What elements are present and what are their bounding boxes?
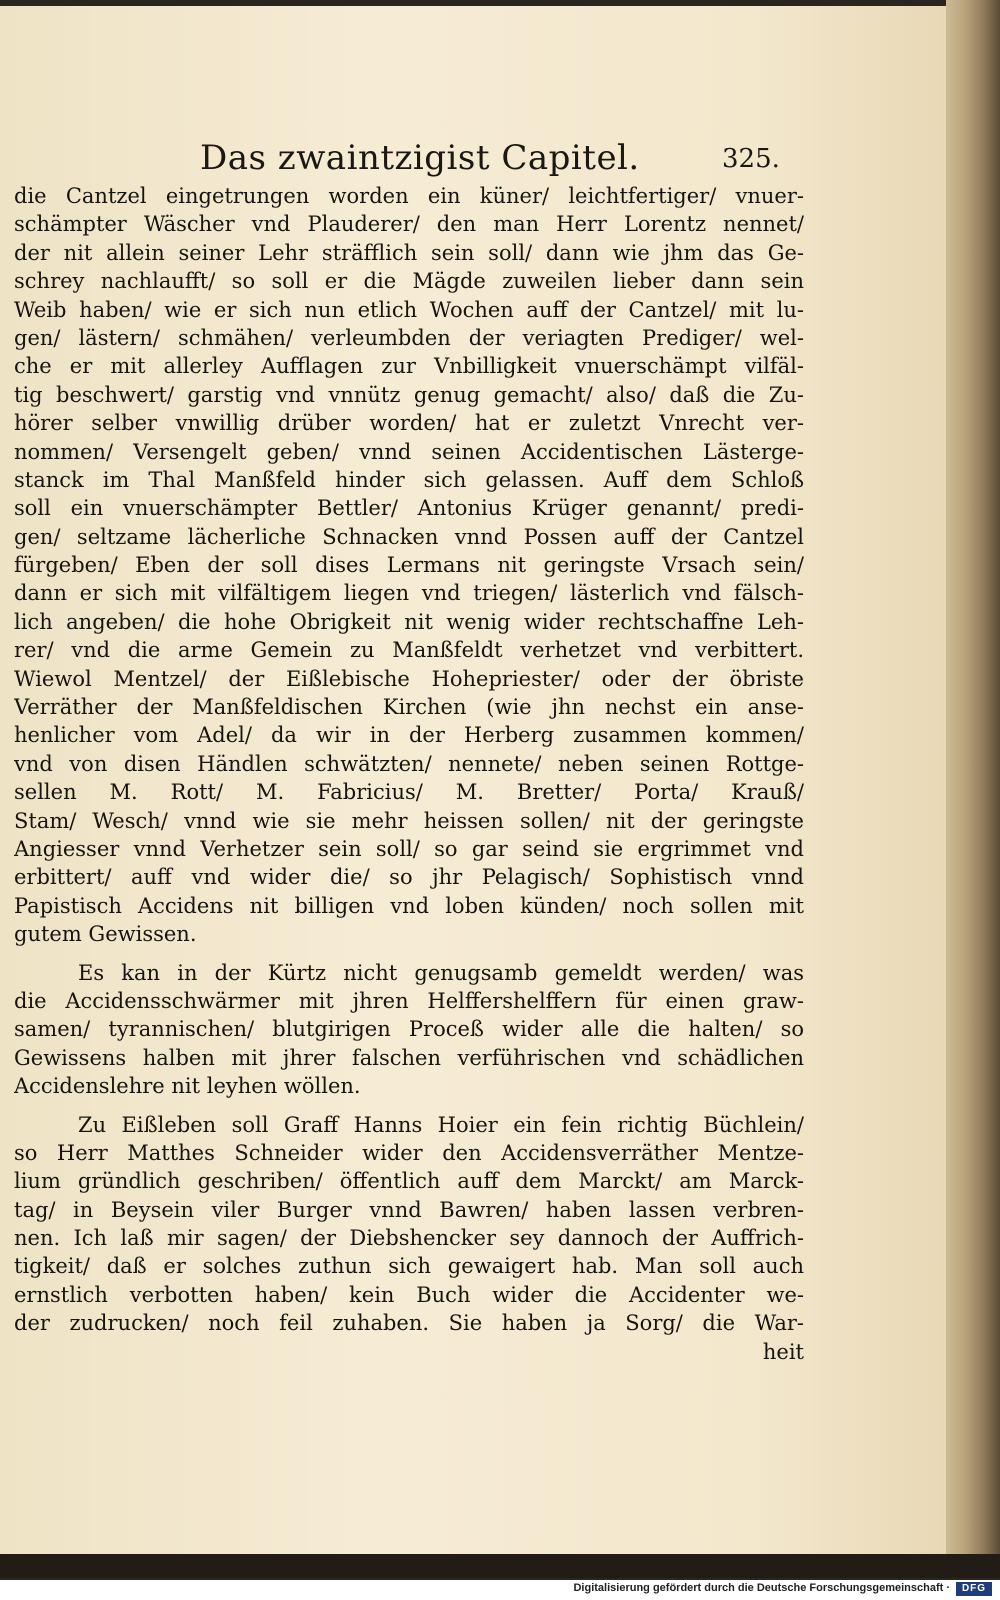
text-line: der zudrucken/ noch feil zuhaben. Sie haben ja Sorg/ die War- bbox=[14, 1311, 804, 1336]
text-line: gutem Gewissen. bbox=[14, 922, 197, 947]
text-line: schrey nachlaufft/ so soll er die Mägde zuweilen lieber dann sein bbox=[14, 269, 804, 294]
book-page bbox=[0, 6, 948, 1554]
text-line: gen/ seltzame lächerliche Schnacken vnnd Possen auff der Cantzel bbox=[14, 524, 804, 549]
text-line: Papistisch Accidens nit billigen vnd loben künden/ noch sollen mit bbox=[14, 893, 804, 918]
text-line: Stam/ Wesch/ vnnd wie sie mehr heissen sollen/ nit der geringste bbox=[14, 808, 804, 833]
scan-background bbox=[0, 1554, 1000, 1578]
text-line: soll ein vnuerschämpter Bettler/ Antonius Krüger genannt/ predi- bbox=[14, 496, 804, 521]
text-line: tigkeit/ daß er solches zuthun sich gewaigert hab. Man soll auch bbox=[14, 1254, 804, 1279]
text-line: stanck im Thal Manßfeld hinder sich gelassen. Auff dem Schloß bbox=[14, 467, 804, 492]
body-text bbox=[14, 182, 804, 1366]
text-line: erbittert/ auff vnd wider die/ so jhr Pelagisch/ Sophistisch vnnd bbox=[14, 865, 804, 890]
paragraph-gap bbox=[14, 949, 804, 959]
text-line: Zu Eißleben soll Graff Hanns Hoier ein fein richtig Büchlein/ bbox=[78, 1112, 804, 1137]
text-line: hörer selber vnwillig drüber worden/ hat er zuletzt Vnrecht ver- bbox=[14, 411, 804, 436]
text-line: samen/ tyrannischen/ blutgirigen Proceß wider alle die halten/ so bbox=[14, 1017, 804, 1042]
text-line: lich angeben/ die hohe Obrigkeit nit wenig wider rechtschaffne Leh- bbox=[14, 609, 804, 634]
text-line: rer/ vnd die arme Gemein zu Manßfeldt verhetzet vnd verbittert. bbox=[14, 638, 804, 663]
text-line: Es kan in der Kürtz nicht genugsamb gemeldt werden/ was bbox=[78, 960, 804, 985]
page-number: 325. bbox=[722, 144, 780, 174]
text-line: der nit allein seiner Lehr sträfflich sein soll/ dann wie jhm das Ge- bbox=[14, 240, 804, 265]
text-line: che er mit allerley Aufflagen zur Vnbilligkeit vnuerschämpt vilfäl- bbox=[14, 354, 804, 379]
text-line: nen. Ich laß mir sagen/ der Diebshencker sey dannoch der Auffrich- bbox=[14, 1226, 804, 1251]
running-head bbox=[200, 138, 780, 182]
text-line: Weib haben/ wie er sich nun etlich Wochen auff der Cantzel/ mit lu- bbox=[14, 297, 804, 322]
text-line: dann er sich mit vilfältigem liegen vnd triegen/ lästerlich vnd fälsch- bbox=[14, 581, 804, 606]
text-line: die Cantzel eingetrungen worden ein küner/ leichtfertiger/ vnuer- bbox=[14, 184, 804, 208]
text-line: vnd von disen Händlen schwätzten/ nennete/ neben seinen Rottge- bbox=[14, 751, 804, 776]
text-line: tag/ in Beysein viler Burger vnnd Bawren/ haben lassen verbren- bbox=[14, 1197, 804, 1222]
text-line: henlicher vom Adel/ da wir in der Herberg zusammen kommen/ bbox=[14, 723, 804, 748]
funding-credit: Digitalisierung gefördert durch die Deutsche Forschungsgemeinschaft · bbox=[573, 1582, 950, 1594]
text-line: Accidenslehre nit leyhen wöllen. bbox=[14, 1074, 361, 1099]
page-edge-shadow bbox=[946, 0, 1000, 1554]
text-line: Angiesser vnnd Verhetzer sein soll/ so gar seind sie ergrimmet vnd bbox=[14, 836, 804, 861]
text-line: die Accidensschwärmer mit jhren Helffershelffern für einen graw- bbox=[14, 988, 804, 1013]
paragraph-gap bbox=[14, 1101, 804, 1111]
text-line: sellen M. Rott/ M. Fabricius/ M. Bretter/ Porta/ Krauß/ bbox=[14, 780, 804, 805]
dfg-logo: DFG bbox=[956, 1582, 992, 1596]
text-line: schämpter Wäscher vnd Plauderer/ den man Herr Lorentz nennet/ bbox=[14, 212, 804, 237]
text-line: Gewissens halben mit jhrer falschen verführischen vnd schädlichen bbox=[14, 1045, 804, 1070]
text-line: gen/ lästern/ schmähen/ verleumbden der veriagten Prediger/ wel- bbox=[14, 325, 804, 350]
text-line: nommen/ Versengelt geben/ vnnd seinen Accidentischen Lästerge- bbox=[14, 439, 804, 464]
text-line: ernstlich verbotten haben/ kein Buch wider die Accidenter we- bbox=[14, 1282, 804, 1307]
text-line: fürgeben/ Eben der soll dises Lermans nit geringste Vrsach sein/ bbox=[14, 553, 804, 578]
text-line: Wiewol Mentzel/ der Eißlebische Hohepriester/ oder der öbriste bbox=[14, 666, 804, 691]
catchword: heit bbox=[762, 1339, 804, 1364]
text-line: Verräther der Manßfeldischen Kirchen (wie jhn nechst ein anse- bbox=[14, 695, 804, 720]
chapter-title: Das zwaintzigist Capitel. bbox=[200, 138, 640, 178]
text-line: so Herr Matthes Schneider wider den Accidensverräther Mentze- bbox=[14, 1140, 804, 1165]
text-line: tig beschwert/ garstig vnd vnnütz genug gemacht/ also/ daß die Zu- bbox=[14, 382, 804, 407]
digitization-footer bbox=[0, 1580, 1000, 1600]
text-line: lium gründlich geschriben/ öffentlich auff dem Marckt/ am Marck- bbox=[14, 1169, 804, 1194]
